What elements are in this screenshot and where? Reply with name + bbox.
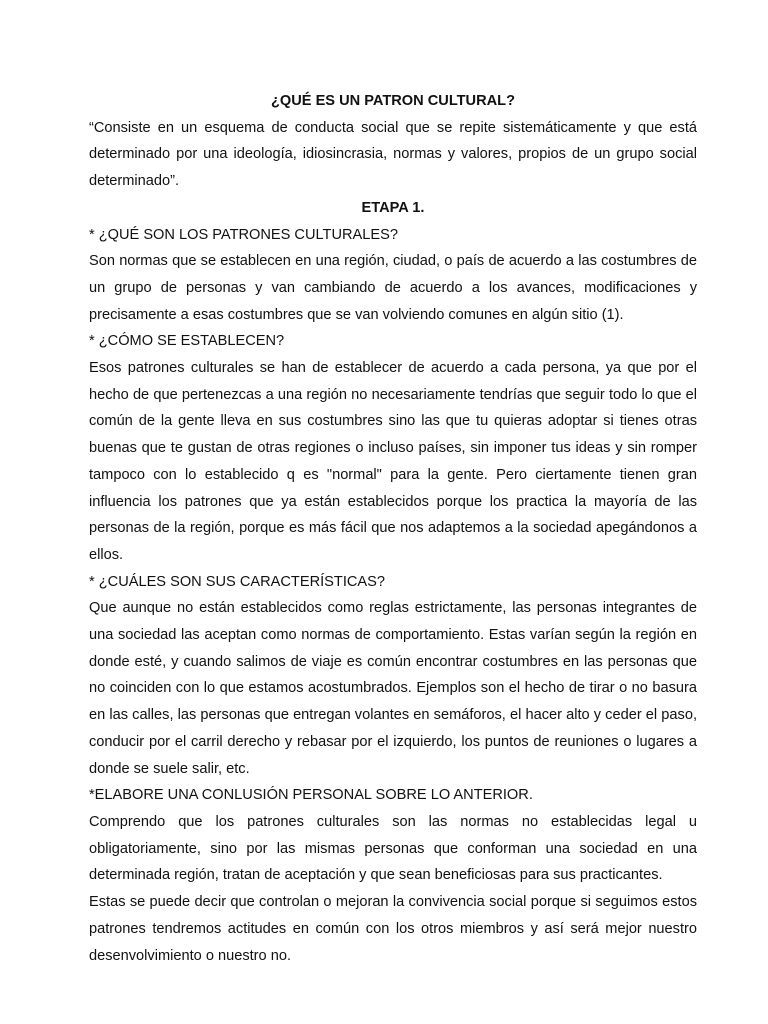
conclusion-heading: *ELABORE UNA CONLUSIÓN PERSONAL SOBRE LO ANTERIOR.	[89, 787, 533, 804]
section-answer-1: Son normas que se establecen en una región, ciudad, o país de acuerdo a las costumbres de un grupo de personas y van cambiando de acuerdo a los avances, modificaciones y precisamente a esas costumbres que se van volviendo comunes en algún sitio (1).	[89, 253, 697, 323]
section-answer-2: Esos patrones culturales se han de establecer de acuerdo a cada persona, ya que por el hecho de que pertenezcas a una región no necesariamente tendrías que seguir todo lo que el común de la gente lleva en sus costumbres sino las que tu quieras adoptar si tienes otras buenas que te gustan de otras regiones o incluso países, sin imponer tus ideas y sin romper tampoco con lo establecido q es "normal" para la gente. Pero ciertamente tienen gran influencia los patrones que ya están establecidos porque los practica la mayoría de las personas de la región, porque es más fácil que nos adaptemos a la sociedad apegándonos a ellos.	[89, 360, 697, 563]
document-title: ¿QUÉ ES UN PATRON CULTURAL?	[270, 93, 516, 109]
conclusion-paragraph-1: Comprendo que los patrones culturales son las normas no establecidas legal u obligatoriamente, sino por las mismas personas que conforman una sociedad en una determinada región, tratan de aceptación y que sean beneficiosas para sus practicantes.	[89, 813, 697, 884]
section-answer-3: Que aunque no están establecidos como reglas estrictamente, las personas integrantes de una sociedad las aceptan como normas de comportamiento. Estas varían según la región en donde esté, y cuando salimos de viaje es común encontrar costumbres en las personas que no coinciden con lo que estamos acostumbrados. Ejemplos son el hecho de tirar o no basura en las calles, las personas que entregan volantes en semáforos, el hacer alto y ceder el paso, conducir por el carril derecho y rebasar por el izquierdo, los puntos de reuniones o lugares a donde se suele salir, etc.	[89, 600, 697, 777]
section-question-1: * ¿QUÉ SON LOS PATRONES CULTURALES?	[89, 226, 398, 243]
section-question-2: * ¿CÓMO SE ESTABLECEN?	[89, 333, 285, 350]
document-page	[89, 86, 697, 969]
definition-paragraph: “Consiste en un esquema de conducta social que se repite sistemáticamente y que está determinado por una ideología, idiosincrasia, normas y valores, propios de un grupo social determinado”.	[89, 119, 697, 190]
stage-title: ETAPA 1.	[361, 199, 425, 216]
section-question-3: * ¿CUÁLES SON SUS CARACTERÍSTICAS?	[89, 573, 385, 590]
conclusion-paragraph-2: Estas se puede decir que controlan o mejoran la convivencia social porque si seguimos estos patrones tendremos actitudes en común con los otros miembros y así será mejor nuestro desenvolvimiento o nuestro no.	[89, 894, 697, 964]
